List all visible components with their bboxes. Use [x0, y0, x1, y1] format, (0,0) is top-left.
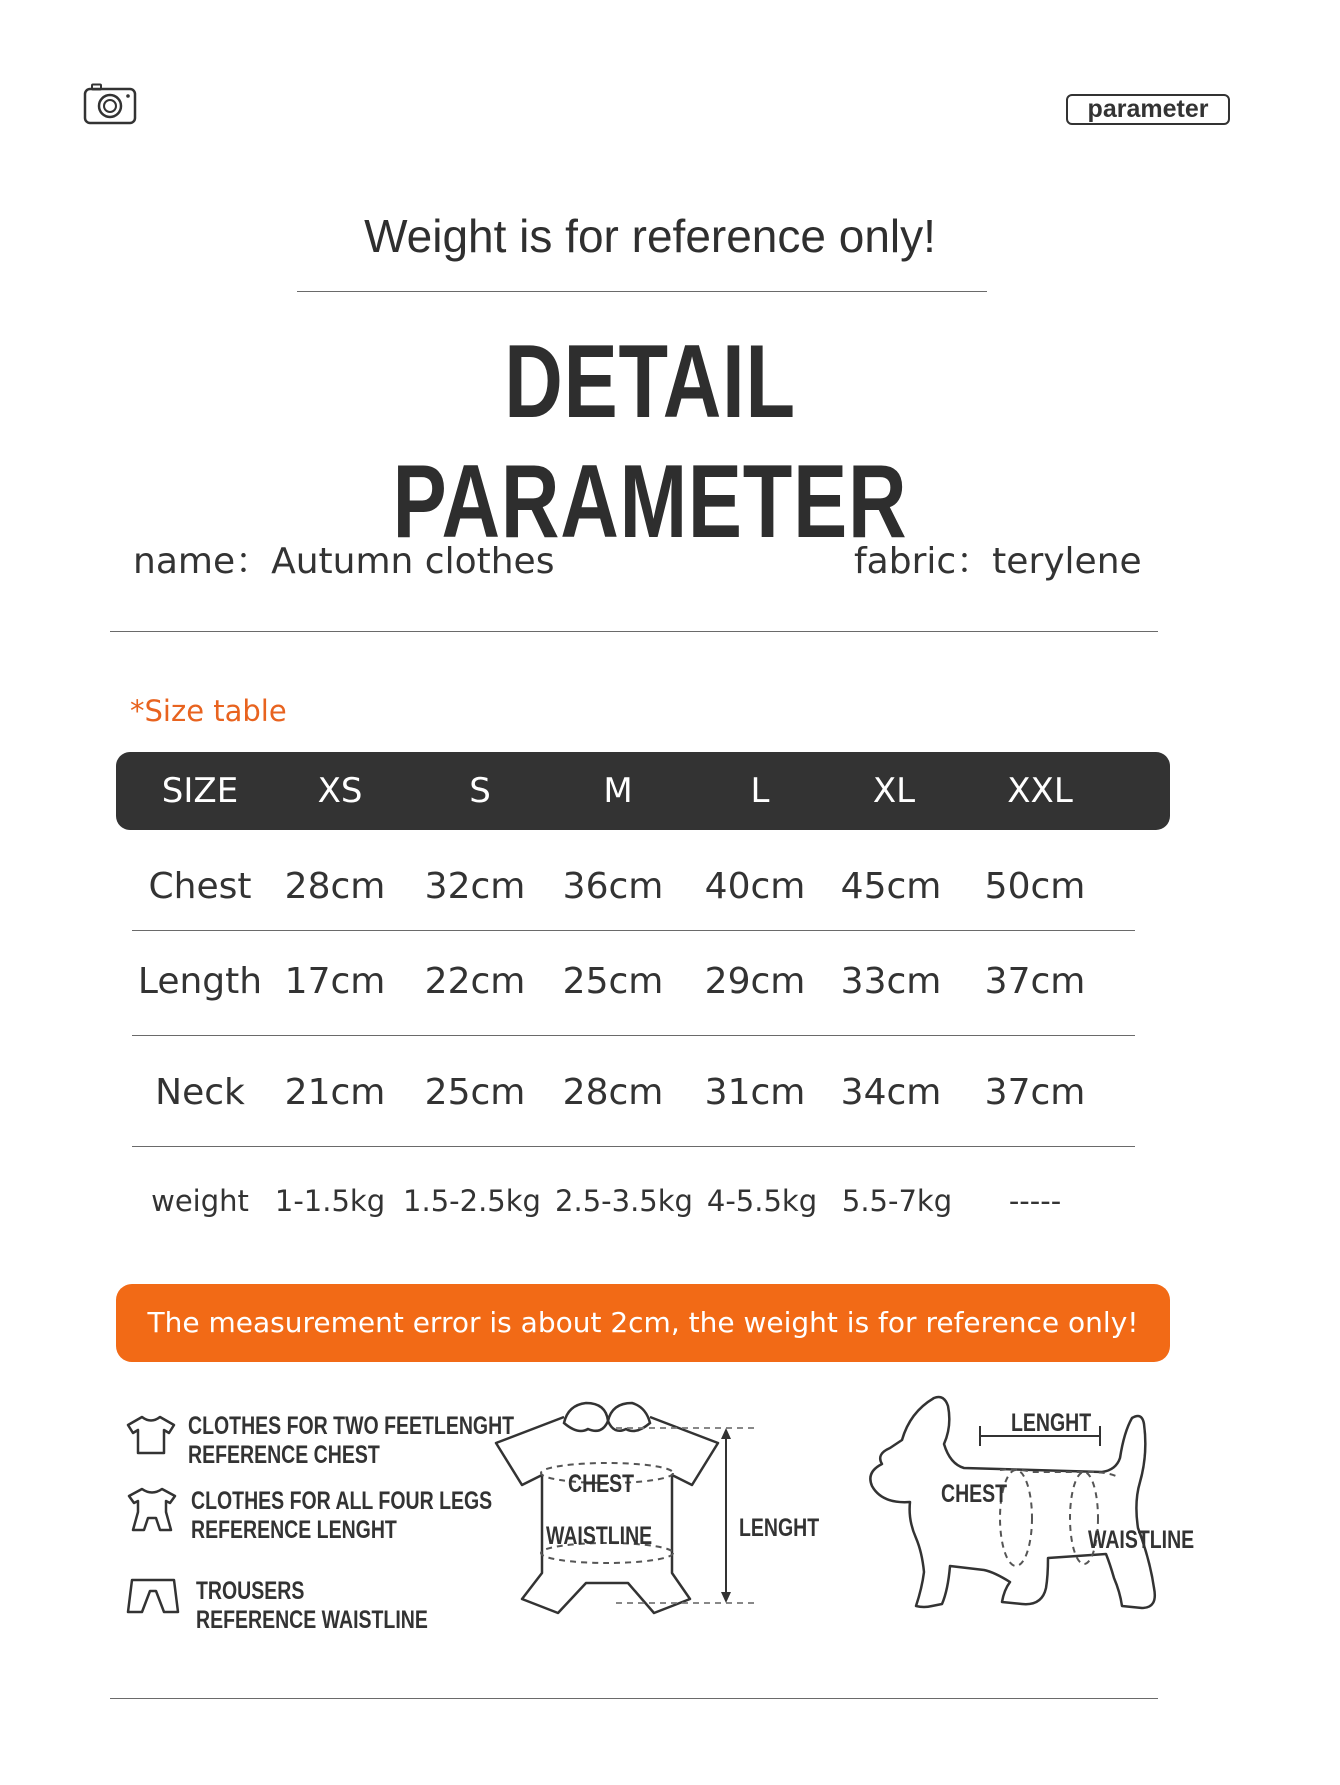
measurement-notice: The measurement error is about 2cm, the weight is for reference only!	[116, 1284, 1170, 1362]
legend-line: CLOTHES FOR TWO FEETLENGHT	[188, 1412, 515, 1440]
header-s: S	[469, 771, 491, 811]
dog-waistline-label: WAISTLINE	[1088, 1526, 1195, 1554]
clothes-waistline-label: WAISTLINE	[546, 1522, 653, 1550]
table-cell: 28cm	[562, 1072, 664, 1113]
clothes-diagram	[486, 1395, 766, 1625]
table-cell: 21cm	[284, 1072, 386, 1113]
tshirt-icon	[126, 1414, 176, 1456]
table-cell: 2.5-3.5kg	[555, 1184, 693, 1218]
table-row-chest	[0, 862, 1340, 912]
dog-lenght-label: LENGHT	[1011, 1409, 1092, 1437]
table-cell: 37cm	[984, 961, 1086, 1002]
table-cell: 40cm	[704, 866, 806, 907]
row-label: weight	[151, 1184, 249, 1218]
table-cell: 29cm	[704, 961, 806, 1002]
legend-line: REFERENCE LENGHT	[191, 1516, 397, 1544]
dog-chest-label: CHEST	[941, 1480, 1008, 1508]
page-title: DETAIL PARAMETER	[392, 324, 908, 560]
legend-item-1	[188, 1412, 514, 1470]
product-fabric: fabric：terylene	[854, 541, 1142, 582]
trousers-icon	[126, 1577, 180, 1615]
header-xxl: XXL	[1007, 771, 1073, 811]
table-cell: 32cm	[424, 866, 526, 907]
header-m: M	[603, 771, 633, 811]
header-size: SIZE	[161, 771, 239, 811]
table-cell: -----	[1008, 1184, 1062, 1218]
clothes-lenght-label: LENGHT	[739, 1514, 820, 1542]
table-cell: 36cm	[562, 866, 664, 907]
table-cell: 1-1.5kg	[274, 1184, 386, 1218]
table-row-length	[0, 957, 1340, 1007]
header-xl: XL	[872, 771, 916, 811]
row-label: Neck	[155, 1072, 245, 1113]
table-cell: 50cm	[984, 866, 1086, 907]
legend-line: REFERENCE WAISTLINE	[196, 1606, 428, 1634]
camera-icon	[83, 83, 137, 125]
table-cell: 34cm	[840, 1072, 942, 1113]
row-divider	[132, 1146, 1135, 1147]
table-cell: 25cm	[562, 961, 664, 1002]
table-cell: 1.5-2.5kg	[403, 1184, 541, 1218]
table-cell: 4-5.5kg	[706, 1184, 818, 1218]
size-table-label: *Size table	[130, 694, 287, 728]
legend-line: TROUSERS	[196, 1577, 305, 1605]
row-label: Chest	[148, 866, 252, 907]
bottom-divider	[110, 1698, 1158, 1699]
table-cell: 31cm	[704, 1072, 806, 1113]
product-name: name：Autumn clothes	[133, 541, 555, 582]
table-cell: 17cm	[284, 961, 386, 1002]
header-xs: XS	[317, 771, 363, 811]
table-cell: 22cm	[424, 961, 526, 1002]
table-cell: 25cm	[424, 1072, 526, 1113]
table-cell: 28cm	[284, 866, 386, 907]
legend-line: REFERENCE CHEST	[188, 1441, 380, 1469]
size-table-header	[116, 752, 1170, 830]
table-cell: 37cm	[984, 1072, 1086, 1113]
subtitle: Weight is for reference only!	[364, 210, 936, 262]
table-cell: 45cm	[840, 866, 942, 907]
info-divider	[110, 631, 1158, 632]
table-cell: 33cm	[840, 961, 942, 1002]
legend-line: CLOTHES FOR ALL FOUR LEGS	[191, 1487, 493, 1515]
header-l: L	[750, 771, 770, 811]
table-row-neck	[0, 1068, 1340, 1118]
table-row-weight	[0, 1181, 1340, 1221]
row-divider	[132, 930, 1135, 931]
parameter-tag: parameter	[1066, 94, 1230, 125]
four-leg-clothes-icon	[126, 1486, 178, 1534]
row-label: Length	[137, 961, 263, 1002]
subtitle-divider	[297, 291, 987, 292]
row-divider	[132, 1035, 1135, 1036]
legend-item-3	[196, 1577, 428, 1635]
legend-item-2	[191, 1487, 492, 1545]
clothes-chest-label: CHEST	[568, 1470, 635, 1498]
table-cell: 5.5-7kg	[841, 1184, 953, 1218]
